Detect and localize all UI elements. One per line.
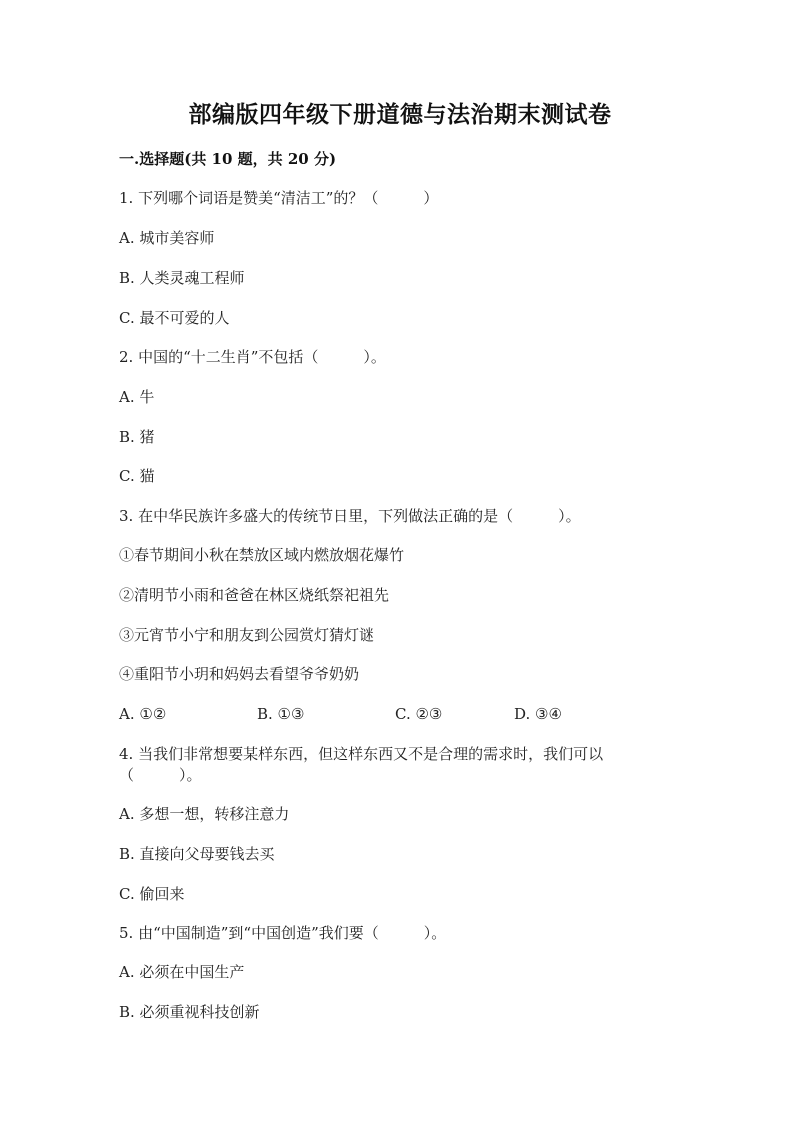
question-3-options-row bbox=[119, 704, 679, 724]
question-3-statement-4: ④重阳节小玥和妈妈去看望爷爷奶奶 bbox=[119, 665, 360, 683]
question-2-option-a: A. 牛 bbox=[119, 388, 155, 406]
question-3-option-c: C. ②③ bbox=[395, 705, 443, 723]
question-2-option-c: C. 猫 bbox=[119, 467, 155, 485]
question-4-option-b: B. 直接向父母要钱去买 bbox=[119, 845, 275, 863]
question-4-option-a: A. 多想一想，转移注意力 bbox=[119, 805, 290, 823]
question-5-option-b: B. 必须重视科技创新 bbox=[119, 1003, 260, 1021]
question-1-option-c: C. 最不可爱的人 bbox=[119, 309, 230, 327]
question-2-stem: 2. 中国的“十二生肖”不包括（ ）。 bbox=[119, 348, 386, 366]
question-4-stem-line-2: （ ）。 bbox=[119, 766, 202, 784]
question-3-statement-1: ①春节期间小秋在禁放区域内燃放烟花爆竹 bbox=[119, 546, 405, 564]
exam-title: 部编版四年级下册道德与法治期末测试卷 bbox=[188, 101, 612, 128]
question-3-statement-2: ②清明节小雨和爸爸在林区烧纸祭祀祖先 bbox=[119, 586, 390, 604]
question-1-option-b: B. 人类灵魂工程师 bbox=[119, 269, 245, 287]
question-2-option-b: B. 猪 bbox=[119, 428, 155, 446]
question-3-statement-3: ③元宵节小宁和朋友到公园赏灯猜灯谜 bbox=[119, 626, 375, 644]
question-5-option-a: A. 必须在中国生产 bbox=[119, 963, 245, 981]
section-heading: 一.选择题(共 10 题，共 20 分) bbox=[119, 150, 337, 168]
question-3-option-a: A. ①② bbox=[119, 705, 167, 723]
question-3-stem: 3. 在中华民族许多盛大的传统节日里，下列做法正确的是（ ）。 bbox=[119, 507, 581, 525]
question-4-stem-line-1: 4. 当我们非常想要某样东西，但这样东西又不是合理的需求时，我们可以 bbox=[119, 745, 604, 763]
question-1-option-a: A. 城市美容师 bbox=[119, 229, 215, 247]
question-4-option-c: C. 偷回来 bbox=[119, 885, 185, 903]
question-5-stem: 5. 由“中国制造”到“中国创造”我们要（ ）。 bbox=[119, 924, 447, 942]
question-3-option-d: D. ③④ bbox=[514, 705, 562, 723]
question-3-option-b: B. ①③ bbox=[257, 705, 305, 723]
question-1-stem: 1. 下列哪个词语是赞美“清洁工”的？（ ） bbox=[119, 189, 439, 207]
